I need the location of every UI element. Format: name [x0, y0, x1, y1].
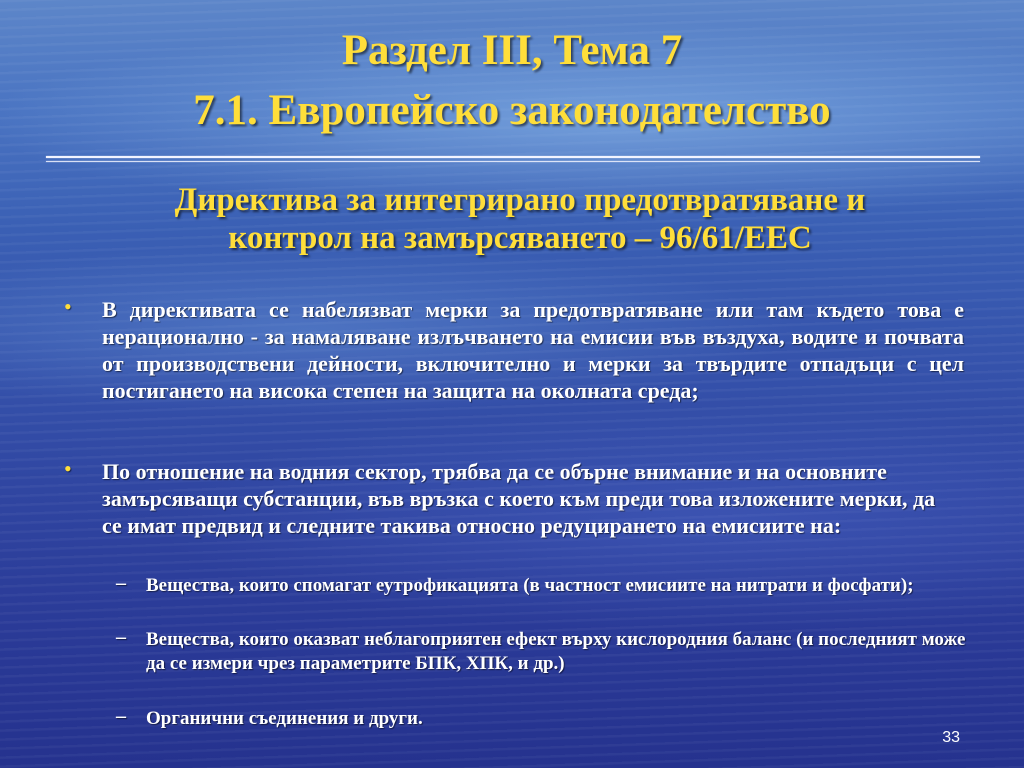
sub-bullet-marker: –: [116, 572, 126, 594]
subtitle-line-1: Директива за интегрирано предотвратяване и: [174, 182, 866, 218]
sub-bullet-text: Вещества, които оказват неблагоприятен ефект върху кислородния баланс (и последният може да се измери чрез параметрите БПК, ХПК, и др.): [146, 629, 966, 674]
sub-bullet-marker: –: [116, 626, 126, 648]
slide-title-line-1: Раздел III, Тема 7: [341, 27, 683, 74]
sub-bullet-marker: –: [116, 705, 126, 727]
bullet-text: В директивата се набелязват мерки за предотвратяване или там където това е нерационално - за намаляване излъчването на емисии във въздуха, водите и почвата от производствени дейности, включително и мерки за твърдите отпадъци с цел постигането на висока степен на защита на околната среда;: [102, 297, 964, 403]
bullet-text: По отношение на водния сектор, трябва да се обърне внимание и на основните замърсяващи субстанции, във връзка с което към преди това изложените мерки, да се имат предвид и следните такива относно редуцирането на емисиите на:: [102, 459, 936, 538]
subtitle-line-2: контрол на замърсяването – 96/61/ЕЕС: [228, 220, 812, 256]
bullet-marker: •: [64, 456, 72, 481]
page-number: 33: [942, 729, 960, 746]
sub-bullet-text: Органични съединения и други.: [146, 708, 423, 729]
slide-title-line-2: 7.1. Европейско законодателство: [193, 87, 831, 134]
title-divider-thin: [46, 161, 980, 162]
sub-bullet-text: Вещества, които спомагат еутрофикацията (в частност емисиите на нитрати и фосфати);: [146, 575, 914, 596]
bullet-marker: •: [64, 294, 72, 319]
title-divider: [46, 156, 980, 158]
